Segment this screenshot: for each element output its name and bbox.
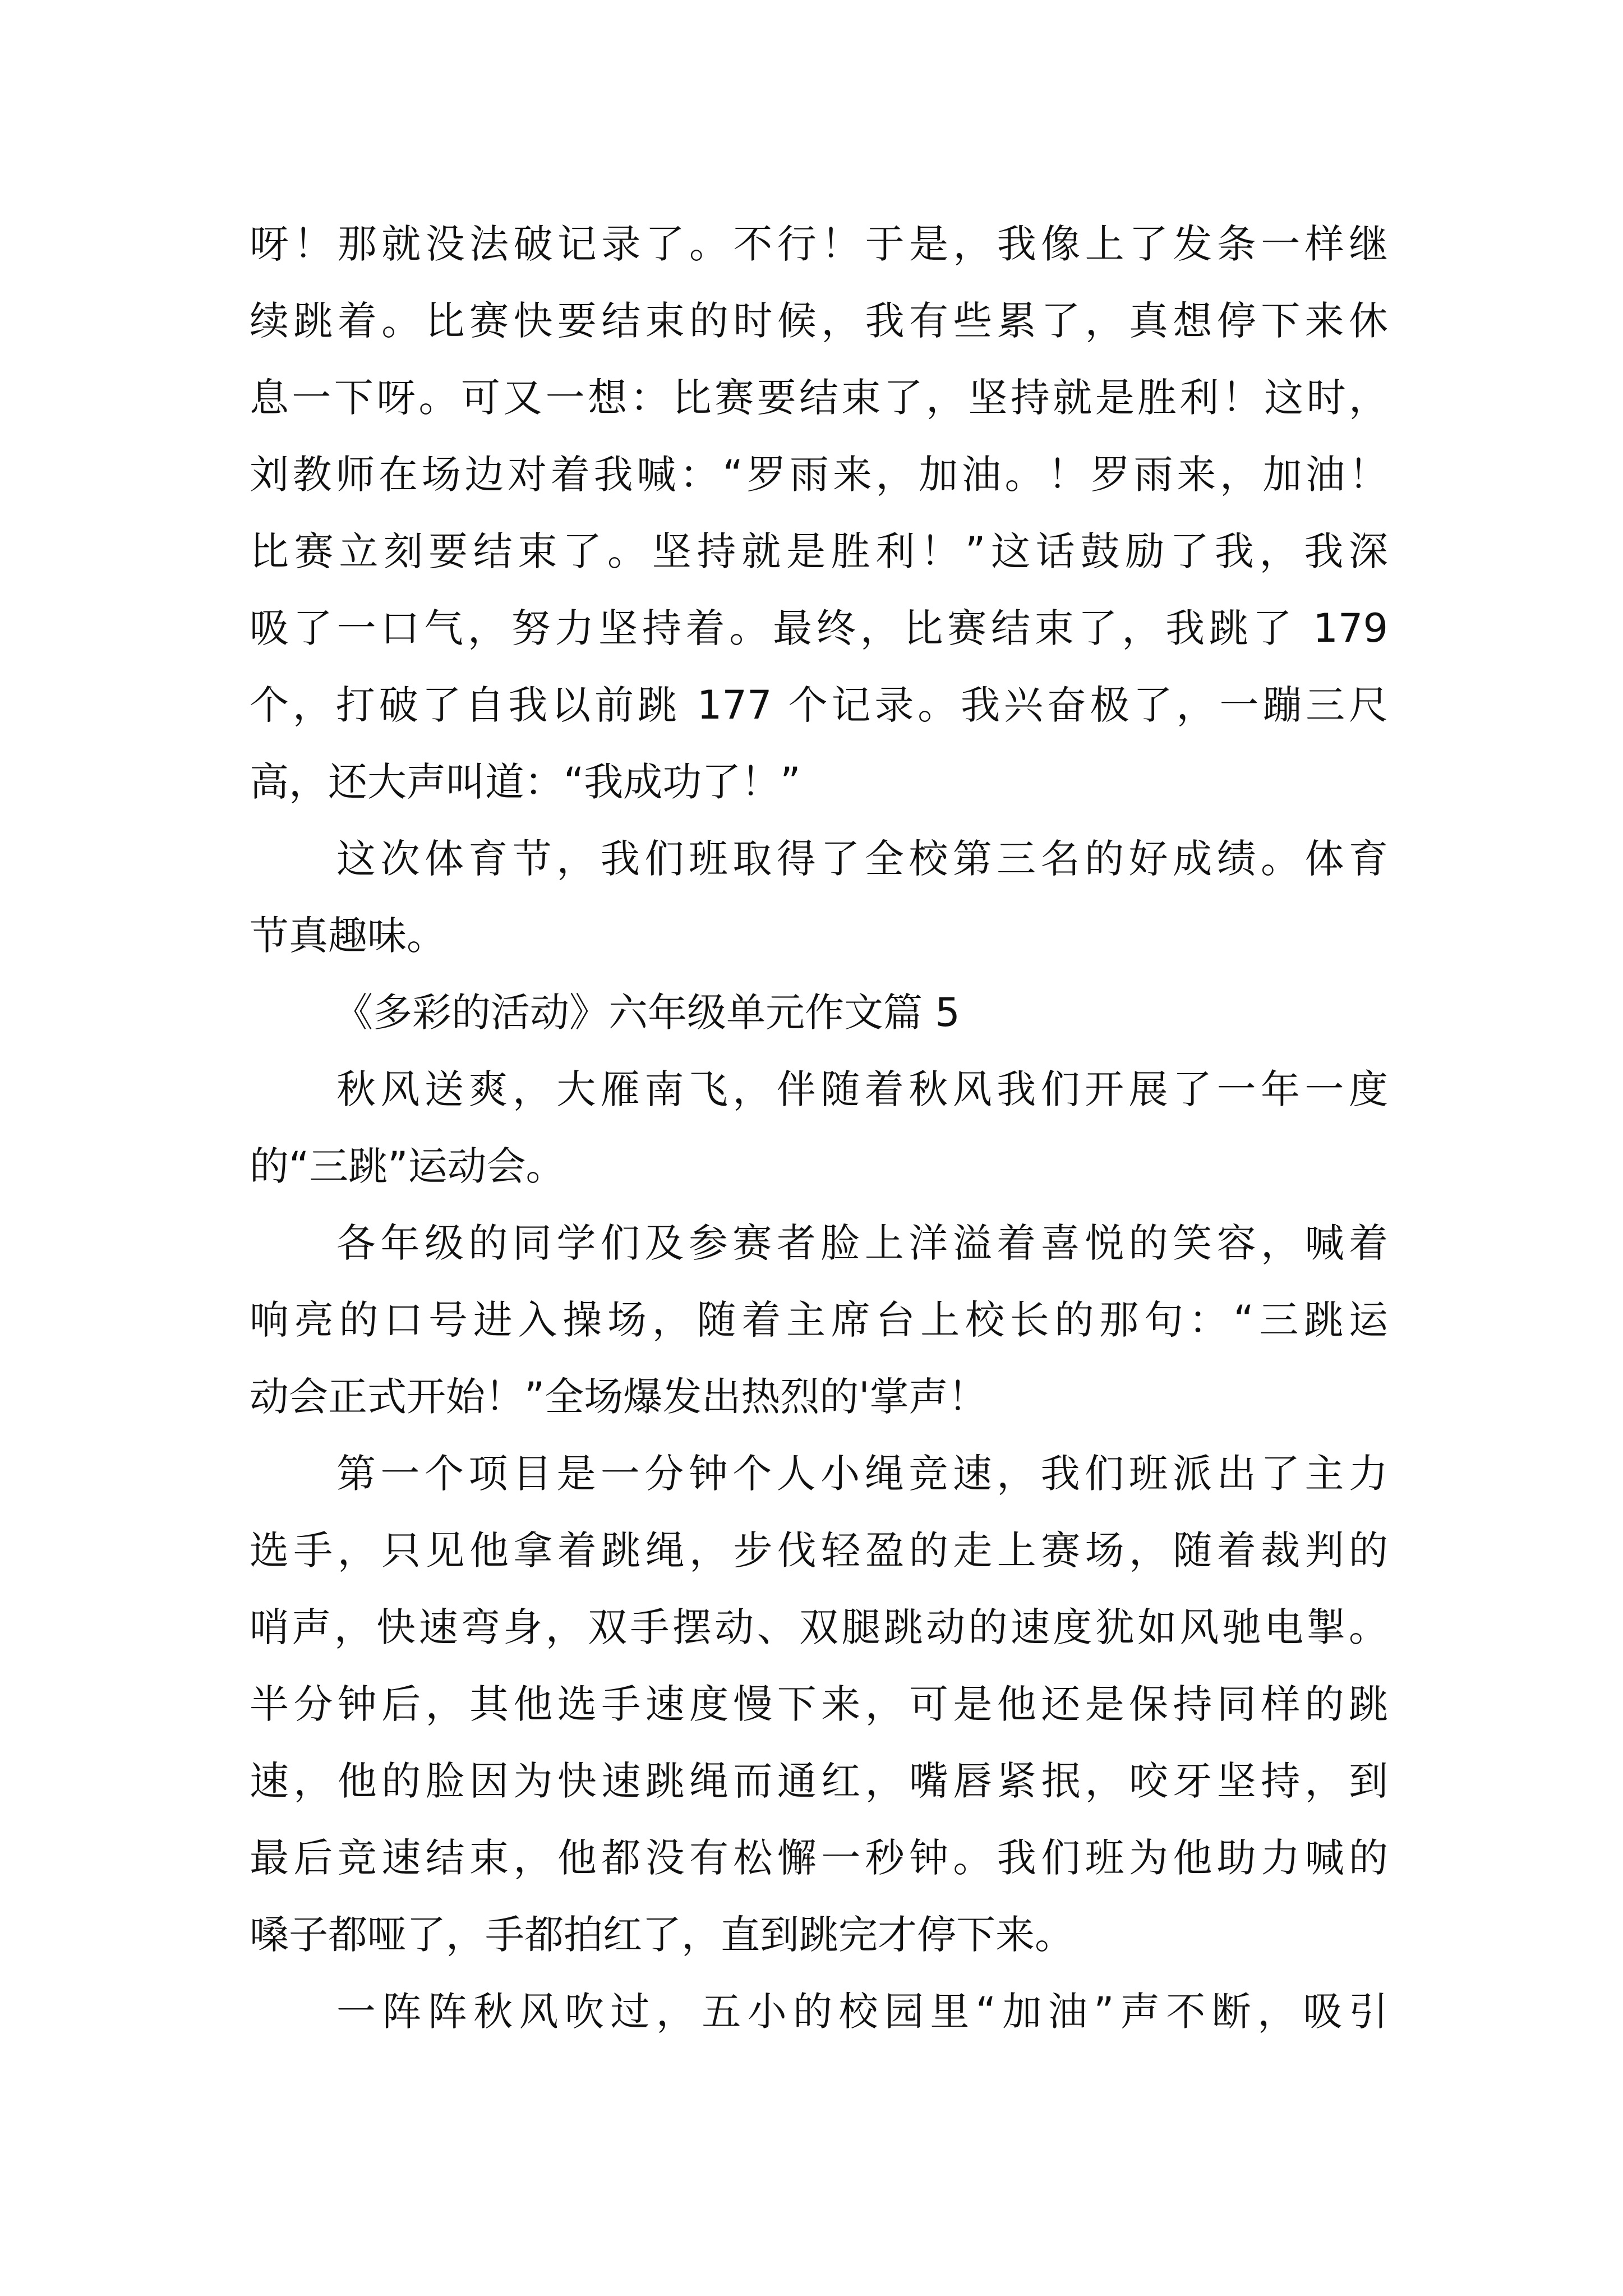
- paragraph-line: 息一下呀。可又一想：比赛要结束了，坚持就是胜利！这时，: [250, 375, 1388, 421]
- paragraph-line: 的“三跳”运动会。: [250, 1143, 565, 1189]
- paragraph-line: 最后竞速结束，他都没有松懈一秒钟。我们班为他助力喊的: [250, 1835, 1388, 1881]
- paragraph-line: 嗓子都哑了，手都拍红了，直到跳完才停下来。: [250, 1912, 1074, 1958]
- paragraph-line: 比赛立刻要结束了。坚持就是胜利！”这话鼓励了我，我深: [250, 528, 1388, 574]
- paragraph-line: 刘教师在场边对着我喊：“罗雨来，加油。！罗雨来，加油！: [250, 452, 1388, 498]
- paragraph-line: 选手，只见他拿着跳绳，步伐轻盈的走上赛场，随着裁判的: [250, 1527, 1388, 1573]
- section-title: 《多彩的活动》六年级单元作文篇 5: [334, 990, 960, 1036]
- paragraph-line: 一阵阵秋风吹过，五小的校园里“加油”声不断，吸引: [336, 1989, 1388, 2035]
- paragraph-line: 响亮的口号进入操场，随着主席台上校长的那句：“三跳运: [250, 1297, 1388, 1343]
- paragraph-line: 续跳着。比赛快要结束的时候，我有些累了，真想停下来休: [250, 298, 1388, 344]
- paragraph-line: 动会正式开始！”全场爆发出热烈的'掌声！: [250, 1374, 988, 1420]
- paragraph-line: 节真趣味。: [250, 913, 446, 959]
- paragraph-line: 哨声，快速弯身，双手摆动、双腿跳动的速度犹如风驰电掣。: [250, 1604, 1388, 1650]
- paragraph-line: 各年级的同学们及参赛者脸上洋溢着喜悦的笑容，喊着: [336, 1220, 1388, 1266]
- paragraph-line: 吸了一口气，努力坚持着。最终，比赛结束了，我跳了 179: [250, 605, 1388, 651]
- paragraph-line: 个，打破了自我以前跳 177 个记录。我兴奋极了，一蹦三尺: [250, 682, 1388, 728]
- paragraph-line: 速，他的脸因为快速跳绳而通红，嘴唇紧抿，咬牙坚持，到: [250, 1758, 1388, 1804]
- paragraph-line: 这次体育节，我们班取得了全校第三名的好成绩。体育: [336, 836, 1388, 882]
- paragraph-line: 秋风送爽，大雁南飞，伴随着秋风我们开展了一年一度: [336, 1066, 1388, 1112]
- paragraph-line: 呀！那就没法破记录了。不行！于是，我像上了发条一样继: [250, 221, 1388, 267]
- paragraph-line: 半分钟后，其他选手速度慢下来，可是他还是保持同样的跳: [250, 1681, 1388, 1727]
- paragraph-line: 高，还大声叫道：“我成功了！”: [250, 759, 801, 805]
- paragraph-line: 第一个项目是一分钟个人小绳竞速，我们班派出了主力: [336, 1451, 1388, 1497]
